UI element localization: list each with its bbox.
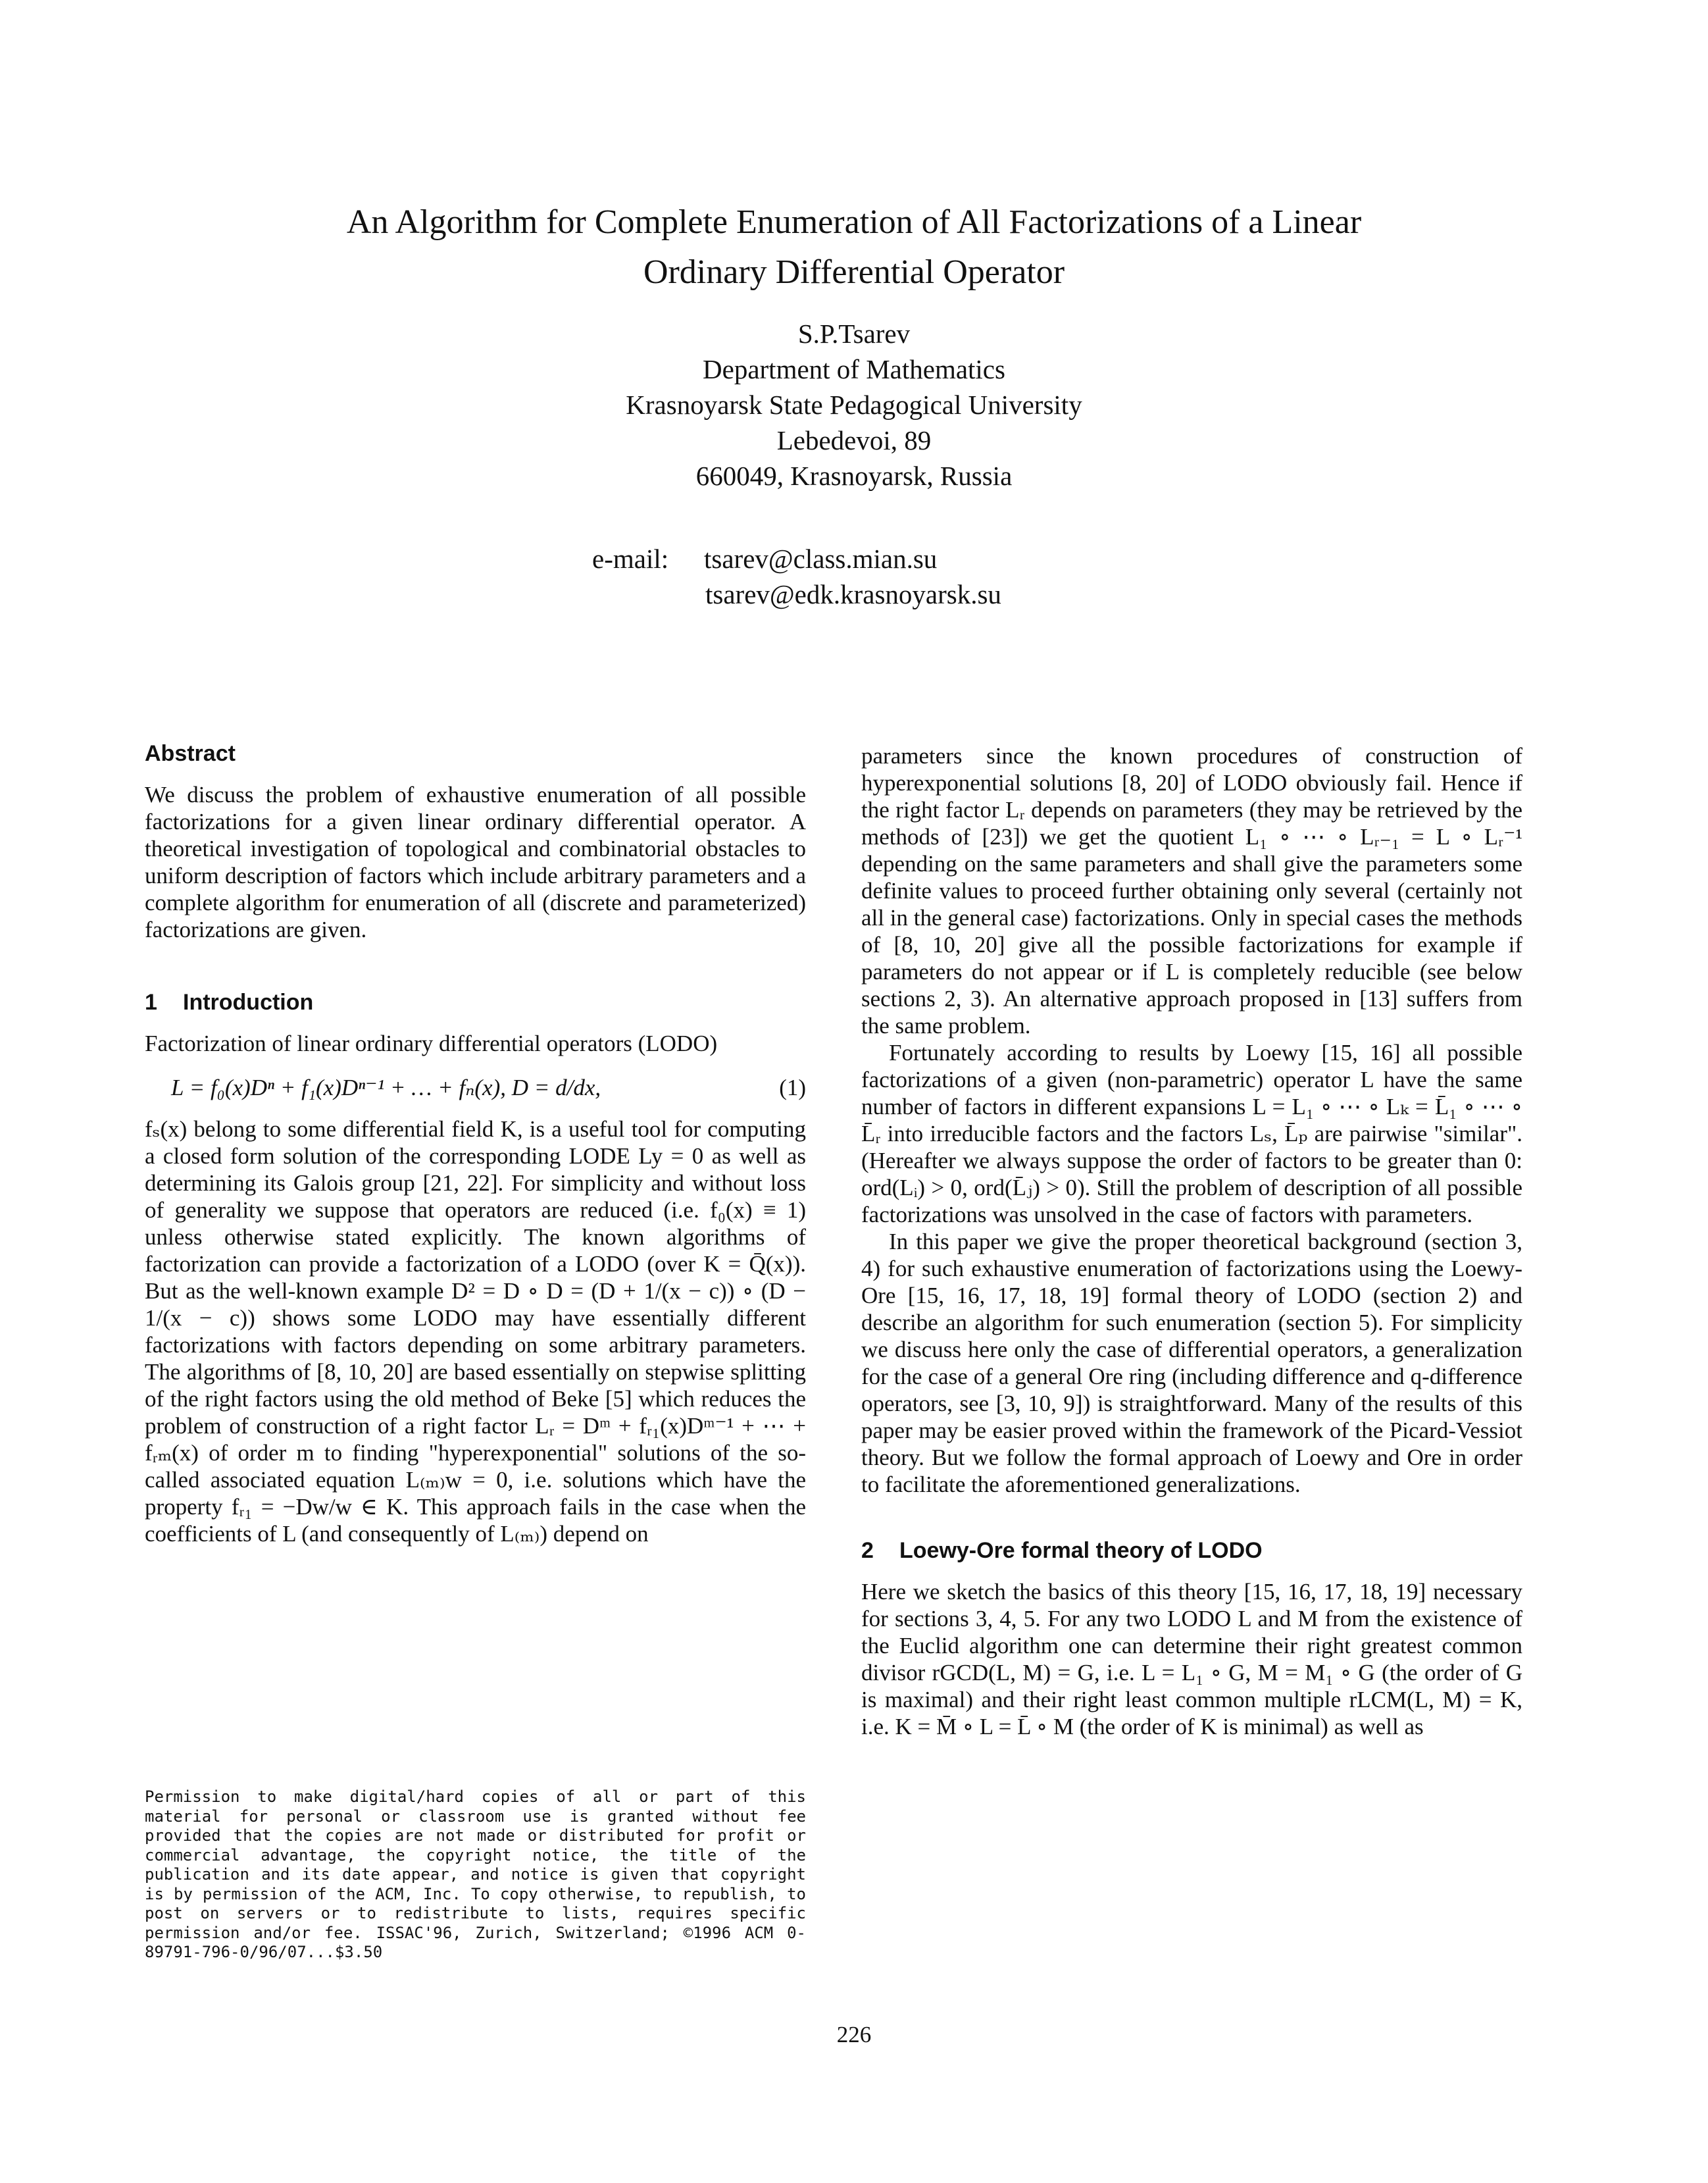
- author-department: Department of Mathematics: [703, 354, 1005, 384]
- email-label: e-mail:: [592, 544, 669, 574]
- intro-paragraph-1: Factorization of linear ordinary differential operators (LODO): [145, 1031, 718, 1056]
- permission-notice: Permission to make digital/hard copies of all or part of this material for personal or classroom use is granted without fee provided that the copies are not made or distributed for profit or commercial advantage, the copyright notice, the title of the publication and its date appear, and notice is given that copyright is by permission of the ACM, Inc. To copy otherwise, to republish, to post on servers or to redistribute to lists, requires specific permission and/or fee. ISSAC'96, Zurich, Switzerland; ©1996 ACM 0-89791-796-0/96/07...$3.50: [145, 1787, 806, 1961]
- right-paragraph-2: Fortunately according to results by Loewy [15, 16] all possible factorizations of a given (non-parametric) operator L have the same number of factors in different expansions L = L₁ ∘ ⋯ ∘ Lₖ = L̄₁ ∘ ⋯ ∘ L̄ᵣ into irreducible factors and the factors Lₛ, L̄ₚ are pairwise "similar". (Hereafter we always suppose the order of factors to be greater than 0: ord(Lᵢ) > 0, ord(L̄ⱼ) > 0). Still the problem of description of all possible factorizations was unsolved in the case of factors with parameters.: [861, 1040, 1522, 1227]
- right-column: [861, 742, 1522, 1740]
- title-line-2: Ordinary Differential Operator: [643, 253, 1065, 291]
- left-column: [145, 740, 806, 1547]
- abstract-text: We discuss the problem of exhaustive enumeration of all possible factorizations for a given linear ordinary differential operator. A theoretical investigation of topological and combinatorial obstacles to uniform description of factors which include arbitrary parameters and a complete algorithm for enumeration of all (discrete and parameterized) factorizations are given.: [145, 782, 806, 942]
- paper-title: [118, 197, 1590, 297]
- author-email-block: [592, 541, 1001, 612]
- email-link-2[interactable]: tsarev@edk.krasnoyarsk.su: [705, 579, 1001, 609]
- section-1-number: 1: [145, 990, 157, 1015]
- section-2-paragraph-1: Here we sketch the basics of this theory [15, 16, 17, 18, 19] necessary for sections 3, 4, 5. For any two LODO L and M from the existence of the Euclid algorithm one can determine their right greatest common divisor rGCD(L, M) = G, i.e. L = L₁ ∘ G, M = M₁ ∘ G (the order of G is maximal) and their right least common multiple rLCM(L, M) = K, i.e. K = M̄ ∘ L = L̄ ∘ M (the order of K is minimal) as well as: [861, 1579, 1522, 1739]
- email-link-1[interactable]: tsarev@class.mian.su: [704, 544, 938, 574]
- abstract-heading: Abstract: [145, 741, 236, 766]
- author-city: 660049, Krasnoyarsk, Russia: [695, 461, 1013, 491]
- section-1-title: Introduction: [183, 990, 314, 1015]
- section-2-number: 2: [861, 1538, 874, 1563]
- title-line-1: An Algorithm for Complete Enumeration of All Factorizations of a Linear: [346, 203, 1362, 241]
- equation-1: [145, 1074, 806, 1101]
- section-2-title: Loewy-Ore formal theory of LODO: [899, 1538, 1263, 1563]
- author-block: [0, 316, 1708, 494]
- section-1-heading: [145, 989, 806, 1015]
- author-street: Lebedevoi, 89: [776, 425, 932, 455]
- section-2-heading: [861, 1537, 1522, 1564]
- author-university: Krasnoyarsk State Pedagogical University: [626, 390, 1082, 420]
- right-paragraph-3: In this paper we give the proper theoretical background (section 3, 4) for such exhaustive enumeration of factorizations using the Loewy-Ore [15, 16, 17, 18, 19] formal theory of LODO (section 2) and describe an algorithm for such enumeration (section 5). For simplicity we discuss here only the case of differential operators, a generalization for the case of a general Ore ring (including difference and q-difference operators, see [3, 10, 9]) is straightforward. Many of the results of this paper may be easier proved within the framework of the Picard-Vessiot theory. But we follow the formal approach of Loewy and Ore in order to facilitate the aforementioned generalizations.: [861, 1229, 1522, 1497]
- author-name: S.P.Tsarev: [797, 319, 911, 349]
- page-number: 226: [836, 2022, 872, 2047]
- equation-1-number: (1): [779, 1075, 806, 1100]
- right-paragraph-1: parameters since the known procedures of construction of hyperexponential solutions [8, 20] of LODO obviously fail. Hence if the right factor Lᵣ depends on parameters (they may be retrieved by the methods of [23]) we get the quotient L₁ ∘ ⋯ ∘ Lᵣ₋₁ = L ∘ Lᵣ⁻¹ depending on the same parameters and shall give the parameters some definite values to proceed further obtaining only several (certainly not all in the general case) factorizations. Only in special cases the methods of [8, 10, 20] give all the possible factorizations for example if parameters do not appear or if L is completely reducible (see below sections 2, 3). An alternative approach proposed in [13] suffers from the same problem.: [861, 743, 1522, 1039]
- equation-1-body: L = f₀(x)Dⁿ + f₁(x)Dⁿ⁻¹ + … + fₙ(x), D = d/dx,: [171, 1075, 601, 1100]
- intro-paragraph-2: fₛ(x) belong to some differential field K, is a useful tool for computing a closed form solution of the corresponding LODE Ly = 0 as well as determining its Galois group [21, 22]. For simplicity and without loss of generality we suppose that operators are reduced (i.e. f₀(x) ≡ 1) unless otherwise stated explicitly. The known algorithms of factorization can provide a factorization of a LODO (over K = Q̄(x)). But as the well-known example D² = D ∘ D = (D + 1/(x − c)) ∘ (D − 1/(x − c)) shows some LODO may have essentially different factorizations with factors depending on some arbitrary parameters. The algorithms of [8, 10, 20] are based essentially on stepwise splitting of the right factors using the old method of Beke [5] which reduces the problem of construction of a right factor Lᵣ = Dᵐ + fᵣ₁(x)Dᵐ⁻¹ + ⋯ + fᵣₘ(x) of order m to finding "hyperexponential" solutions of the so-called associated equation L₍ₘ₎w = 0, i.e. solutions which have the property fᵣ₁ = −Dw/w ∈ K. This approach fails in the case when the coefficients of L (and consequently of L₍ₘ₎) depend on: [145, 1116, 806, 1547]
